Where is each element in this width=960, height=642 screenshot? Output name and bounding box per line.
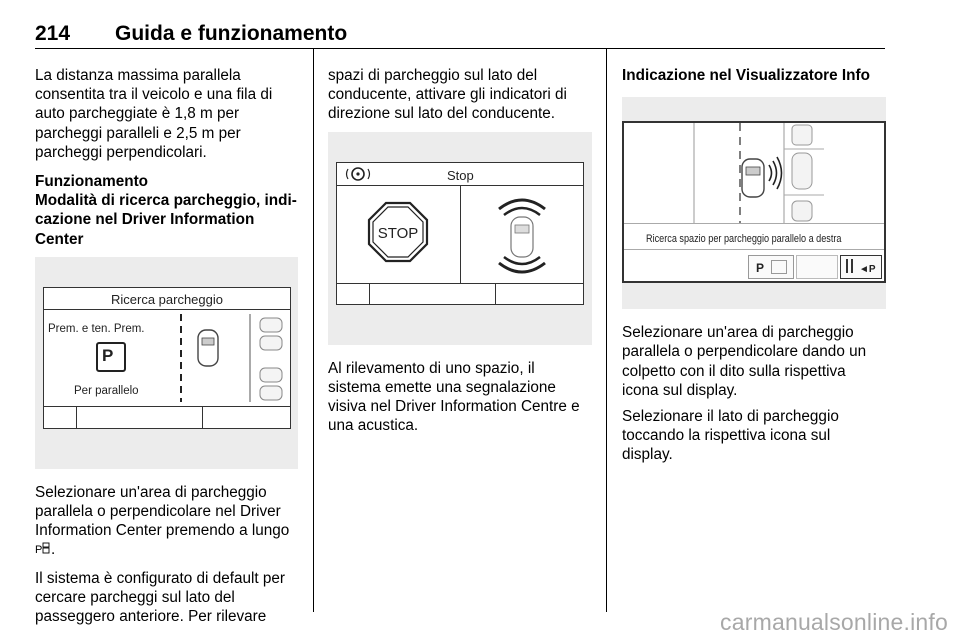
page-title: Guida e funzionamento xyxy=(115,22,348,45)
left-side-button[interactable] xyxy=(796,255,838,279)
right-side-button[interactable]: ◄P xyxy=(840,255,882,279)
dic-subtitle: Prem. e ten. Prem. xyxy=(48,322,145,335)
dic-display xyxy=(43,287,291,429)
dic-mode-label: Per parallelo xyxy=(74,384,139,397)
dic-title: Ricerca parcheggio xyxy=(110,291,223,307)
figure-stop-dic xyxy=(328,132,592,345)
column-divider-2 xyxy=(606,48,607,612)
header-rule xyxy=(35,48,885,49)
stop-display xyxy=(336,162,584,305)
stop-sign-icon xyxy=(367,201,429,263)
detection-paragraph: Al rilevamento di uno spazio, il sistema emette una segnalazione visiva nel Driver Information Centre e una acustica. xyxy=(328,359,580,435)
info-display-heading: Indicazione nel Visualizzatore Info xyxy=(622,67,870,84)
svg-text:P: P xyxy=(35,544,43,555)
subsection-heading: Modalità di ricerca parcheggio, indi- cazione nel Driver Information Center xyxy=(35,192,297,248)
steering-wheel-icon xyxy=(345,166,371,182)
watermark: carmanualsonline.info xyxy=(720,609,948,635)
stop-sign-text: STOP xyxy=(377,224,419,242)
tap-area-paragraph: Selezionare un'area di parcheggio parallela o perpendicolare dando un colpetto con il dito sulla rispettiva icona sul display. xyxy=(622,324,867,399)
column-divider-1 xyxy=(313,48,314,612)
side-select-paragraph: Selezionare il lato di parcheggio toccando la rispettiva icona sul display. xyxy=(622,408,839,464)
info-display-screen xyxy=(622,121,886,283)
section-heading: Funzionamento xyxy=(35,173,149,191)
park-assist-icon xyxy=(35,542,51,561)
park-mode-icon: P xyxy=(96,342,126,372)
parking-scene-icon xyxy=(178,310,290,406)
info-caption: Ricerca spazio per parcheggio parallelo a destra xyxy=(646,233,842,246)
column-3 xyxy=(622,66,892,472)
instruction-paragraph: Selezionare un'area di parcheggio parallela o perpendicolare nel Driver Information Center premendo a lungo P . xyxy=(35,483,305,562)
continuation-paragraph: spazi di parcheggio sul lato del conducente, attivare gli indicatori di direzione sul lato del conducente. xyxy=(328,67,567,123)
column-1 xyxy=(35,66,305,633)
figure-info-display xyxy=(622,97,886,309)
page-number: 214 xyxy=(35,22,71,45)
default-paragraph: Il sistema è configurato di default per cercare parcheggi sul lato del passeggero anteriore. Per rilevare xyxy=(35,569,285,626)
intro-paragraph: La distanza massima parallela consentita tra il veicolo e una fila di auto parcheggiate è 1,8 m per parcheggi paralleli e 2,5 m per parcheggi perpendicolari. xyxy=(35,67,273,161)
stop-title: Stop xyxy=(447,167,474,183)
figure-parking-search-dic xyxy=(35,257,298,469)
perpendicular-mode-button[interactable]: P xyxy=(748,255,794,279)
parking-sensor-icon xyxy=(487,191,557,281)
column-2 xyxy=(328,66,600,442)
parking-scene-icon xyxy=(624,123,884,223)
